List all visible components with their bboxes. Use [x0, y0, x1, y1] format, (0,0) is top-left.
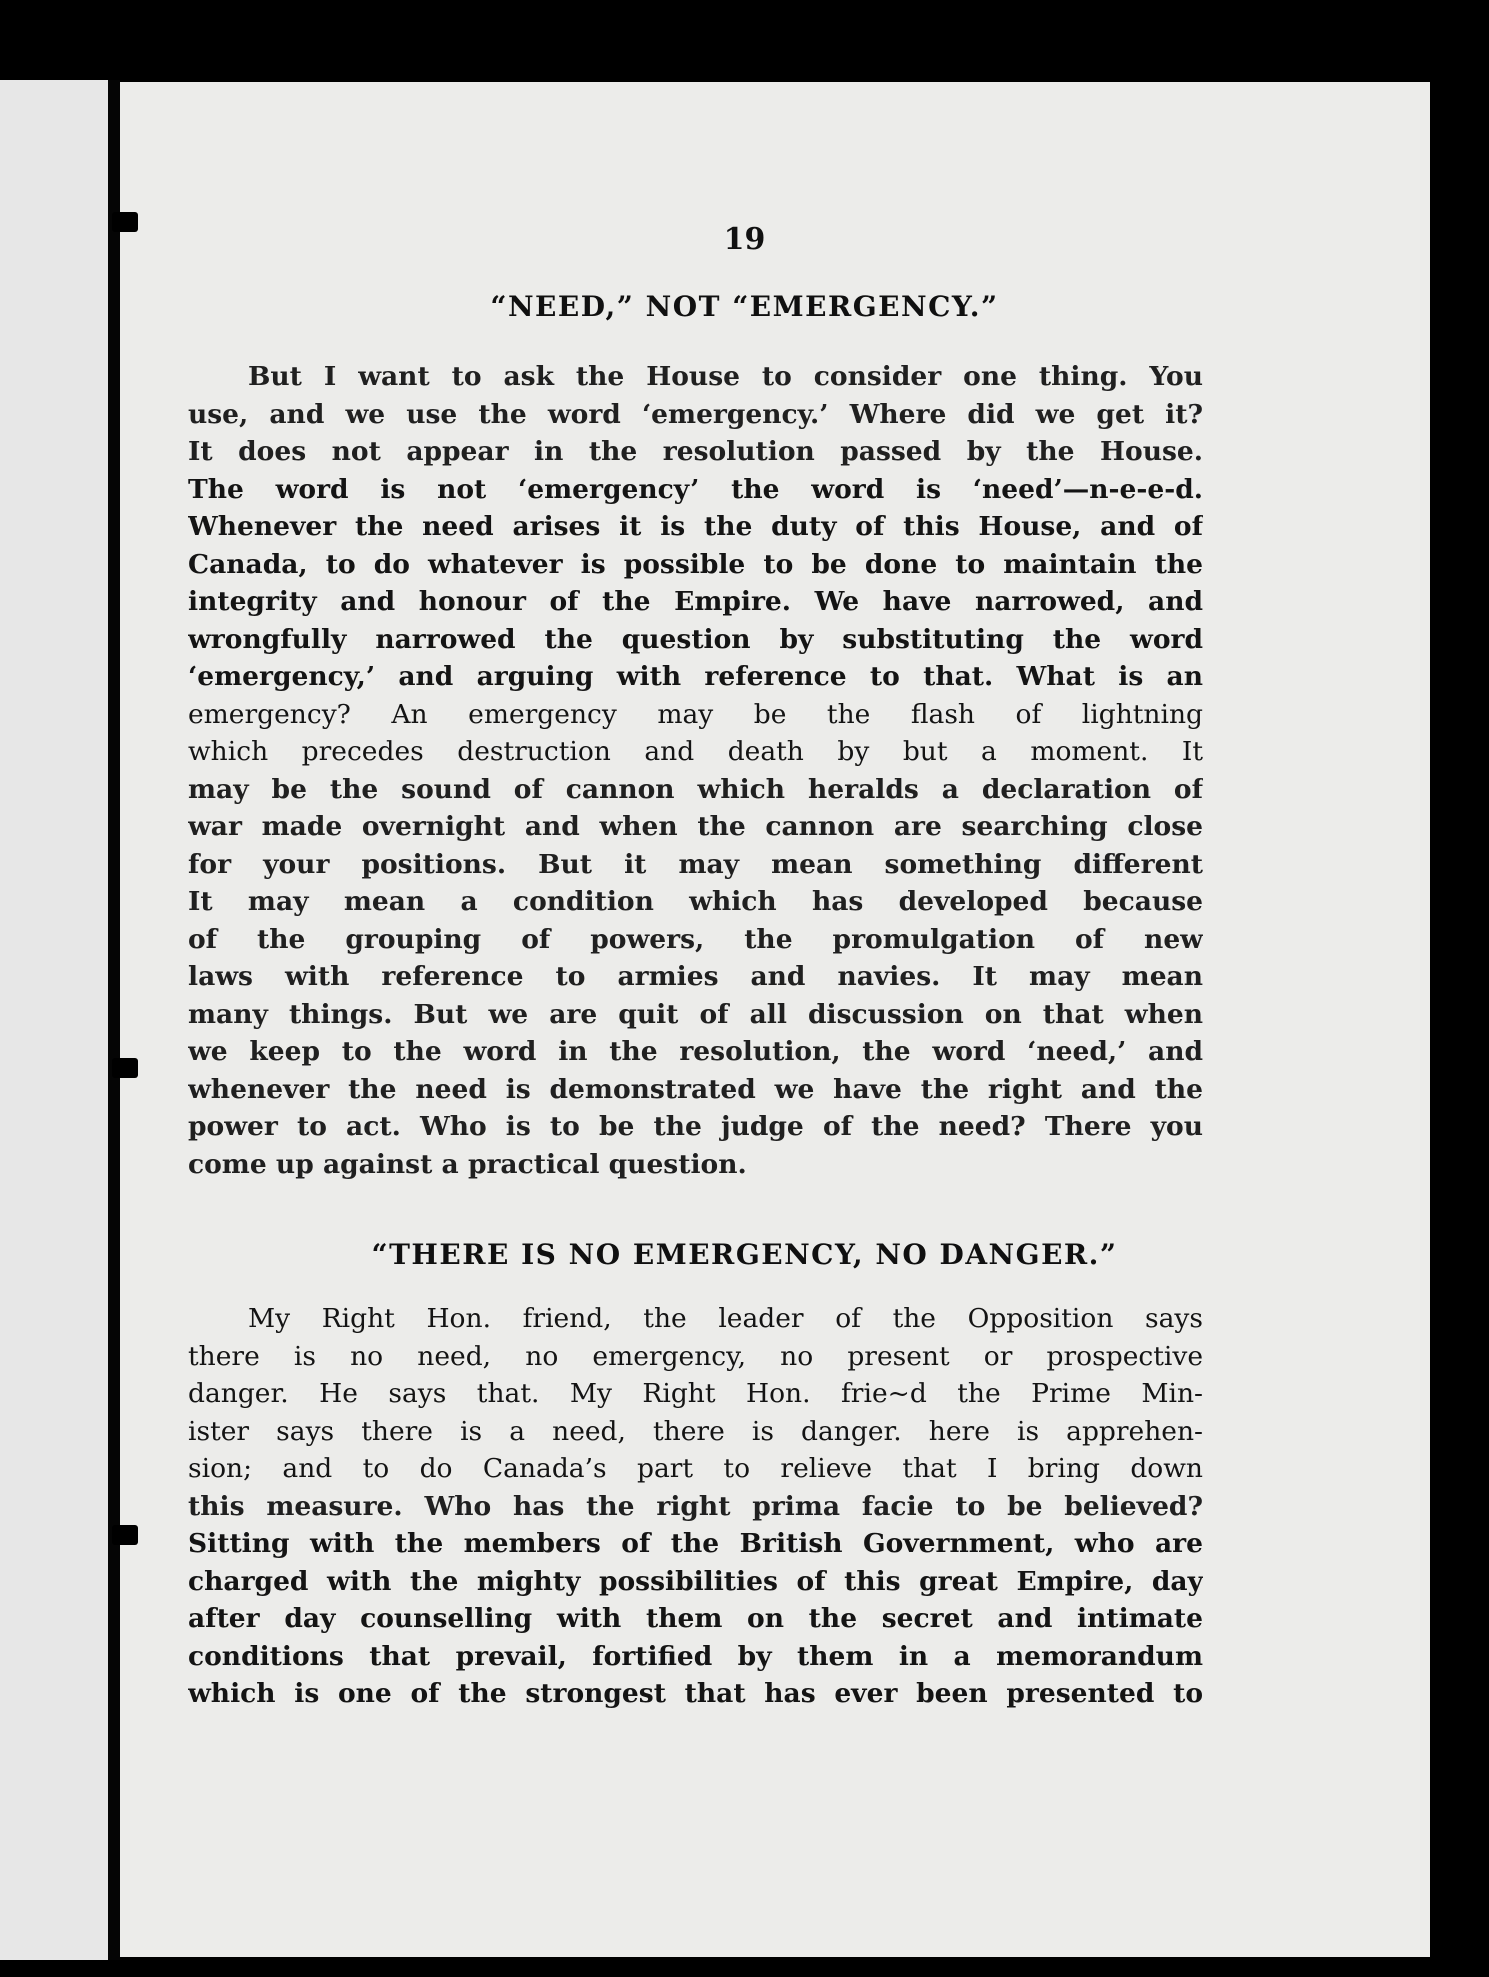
text-line: which is one of the strongest that has ever been presented to: [188, 1678, 1203, 1709]
text-line: whenever the need is demonstrated we have the right and the: [188, 1073, 1203, 1105]
text-line: sion; and to do Canada’s part to relieve that I bring down: [188, 1453, 1203, 1484]
text-line: laws with reference to armies and navies. It may mean: [188, 961, 1203, 992]
text-line: But I want to ask the House to consider one thing. You: [248, 361, 1203, 392]
page-number: 19: [723, 222, 766, 257]
text-line: of the grouping of powers, the promulgation of new: [188, 923, 1203, 955]
text-line: charged with the mighty possibilities of this great Empire, day: [188, 1565, 1203, 1597]
text-line: after day counselling with them on the secret and intimate: [188, 1603, 1203, 1634]
text-line: Canada, to do whatever is possible to be done to maintain the: [188, 548, 1203, 580]
text-line: danger. He says that. My Right Hon. frie~d the Prime Min-: [188, 1378, 1203, 1409]
text-line: ‘emergency,’ and arguing with reference to that. What is an: [188, 661, 1203, 692]
text-line: many things. But we are quit of all discussion on that when: [188, 998, 1203, 1030]
text-line: ister says there is a need, there is danger. here is apprehen-: [188, 1415, 1203, 1447]
paragraph-need: [188, 358, 1203, 1183]
text-line: there is no need, no emergency, no present or prospective: [188, 1340, 1203, 1372]
text-line: Whenever the need arises it is the duty of this House, and of: [188, 511, 1203, 542]
adjacent-page-edge: [0, 80, 108, 1960]
text-line: we keep to the word in the resolution, the word ‘need,’ and: [188, 1036, 1203, 1067]
text-line: Sitting with the members of the British Government, who are: [188, 1528, 1203, 1559]
text-line: may be the sound of cannon which heralds a declaration of: [188, 773, 1203, 805]
text-line: for your positions. But it may mean something different: [188, 848, 1203, 880]
text-line: wrongfully narrowed the question by substituting the word: [188, 623, 1203, 655]
text-line: My Right Hon. friend, the leader of the Opposition says: [248, 1303, 1203, 1334]
text-line: It may mean a condition which has developed because: [188, 886, 1203, 917]
text-line: power to act. Who is to be the judge of the need? There you: [188, 1111, 1203, 1142]
text-line: this measure. Who has the right prima facie to be believed?: [188, 1490, 1203, 1522]
section-heading-no-danger: “THERE IS NO EMERGENCY, NO DANGER.”: [371, 1238, 1118, 1271]
text-line: integrity and honour of the Empire. We have narrowed, and: [188, 586, 1203, 617]
section-heading-need: “NEED,” NOT “EMERGENCY.”: [490, 290, 999, 323]
text-line: The word is not ‘emergency’ the word is ‘need’—n-e-e-d.: [188, 473, 1203, 505]
text-line: It does not appear in the resolution passed by the House.: [188, 436, 1203, 467]
text-line: which precedes destruction and death by but a moment. It: [188, 736, 1203, 767]
text-line: use, and we use the word ‘emergency.’ Where did we get it?: [188, 398, 1203, 430]
binding-mark: [112, 1525, 138, 1545]
text-line: come up against a practical question.: [188, 1148, 747, 1180]
book-spine: [108, 80, 120, 1960]
binding-mark: [112, 1058, 138, 1078]
text-line: conditions that prevail, fortified by them in a memorandum: [188, 1640, 1203, 1672]
paragraph-no-danger: [188, 1300, 1203, 1713]
text-line: war made overnight and when the cannon are searching close: [188, 811, 1203, 842]
text-line: emergency? An emergency may be the flash of lightning: [188, 698, 1203, 730]
